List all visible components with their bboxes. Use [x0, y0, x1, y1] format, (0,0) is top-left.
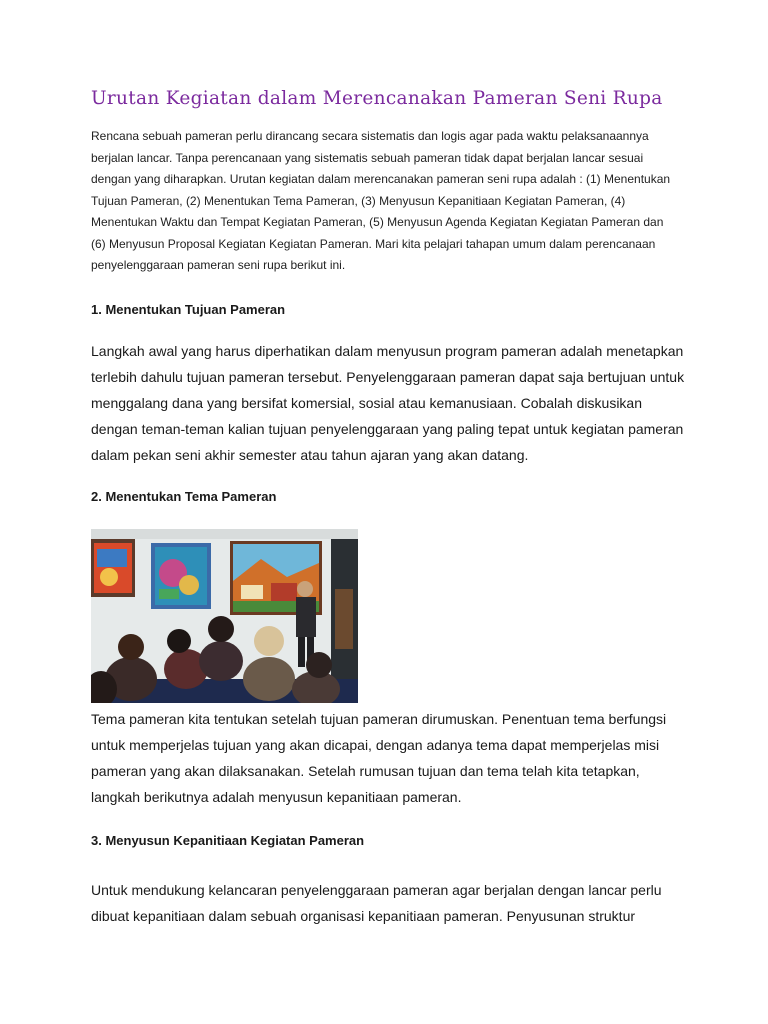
exhibition-photo — [91, 529, 358, 703]
section-2-heading: 2. Menentukan Tema Pameran — [91, 489, 277, 504]
section-1-body: Langkah awal yang harus diperhatikan dalam menyusun program pameran adalah menetapkan terlebih dahulu tujuan pameran tersebut. Penyelenggaraan pameran dapat saja bertujuan untuk menggalang dana yang bersifat komersial, sosial atau kemanusiaan. Cobalah diskusikan dengan teman-teman kalian tujuan penyelenggaraan yang paling tepat untuk kegiatan pameran dalam pekan seni akhir semester atau tahun ajaran yang akan datang. — [91, 343, 685, 463]
section-1-heading: 1. Menentukan Tujuan Pameran — [91, 302, 286, 317]
section-3-body: Untuk mendukung kelancaran penyelenggaraan pameran agar berjalan dengan lancar perlu dibuat kepanitiaan dalam sebuah organisasi kepanitiaan pameran. Penyusunan struktur — [91, 882, 662, 924]
article-title: Urutan Kegiatan dalam Merencanakan Pameran Seni Rupa — [91, 88, 663, 109]
section-3-heading: 3. Menyusun Kepanitiaan Kegiatan Pameran — [91, 833, 365, 848]
intro-paragraph: Rencana sebuah pameran perlu dirancang secara sistematis dan logis agar pada waktu pelaksanaannya berjalan lancar. Tanpa perencanaan yang sistematis sebuah pameran tidak dapat berjalan lancar sesuai dengan yang diharapkan. Urutan kegiatan dalam merencanakan pameran seni rupa adalah : (1) Menentukan Tujuan Pameran, (2) Menentukan Tema Pameran, (3) Menyusun Kepanitiaan Kegiatan Pameran, (4) Menentukan Waktu dan Tempat Kegiatan Pameran, (5) Menyusun Agenda Kegiatan Kegiatan Pameran dan (6) Menyusun Proposal Kegiatan Kegiatan Pameran. Mari kita pelajari tahapan umum dalam perencanaan penyelenggaraan pameran seni rupa berikut ini. — [91, 129, 671, 272]
section-2-body: Tema pameran kita tentukan setelah tujuan pameran dirumuskan. Penentuan tema berfungsi untuk memperjelas tujuan yang akan dicapai, dengan adanya tema dapat memperjelas misi pameran yang akan dilaksanakan. Setelah rumusan tujuan dan tema telah kita tetapkan, langkah berikutnya adalah menyusun kepanitiaan pameran. — [91, 711, 667, 805]
